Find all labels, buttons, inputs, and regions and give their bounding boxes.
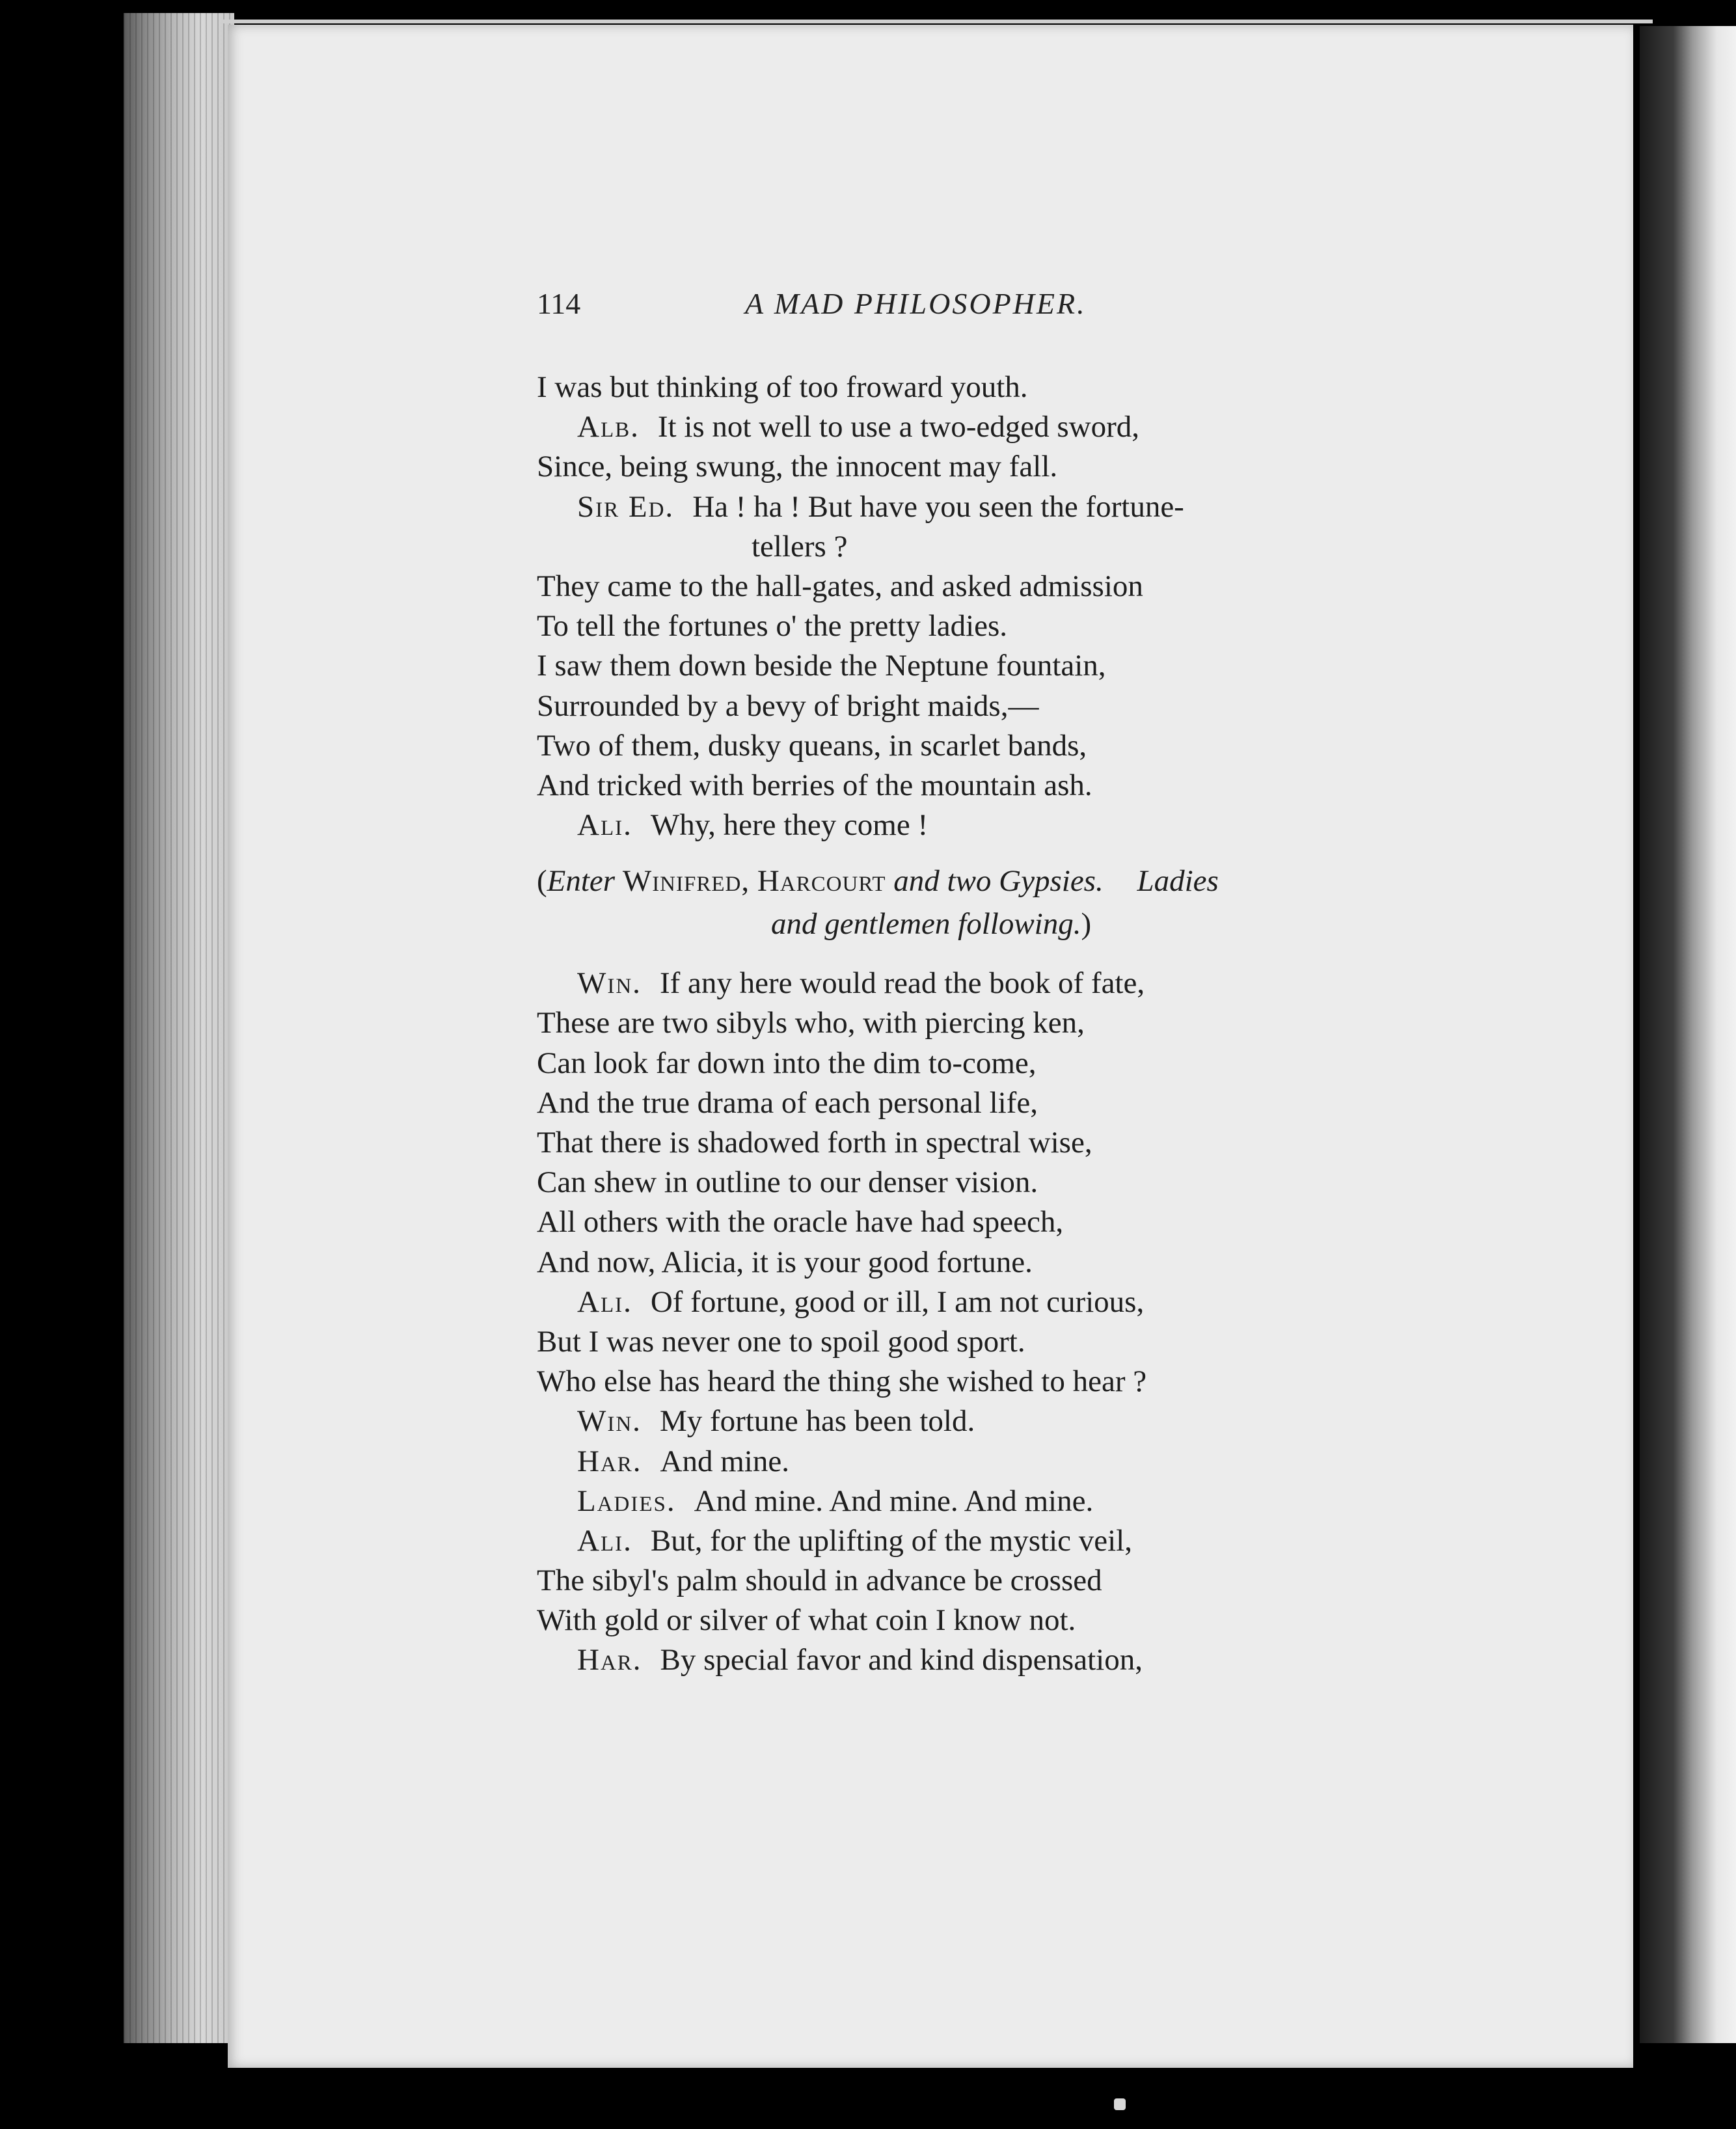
text-line xyxy=(537,1163,1448,1202)
line-text: But I was never one to spoil good sport. xyxy=(537,1324,1025,1359)
text-line xyxy=(537,1640,1448,1680)
text-line xyxy=(537,487,1448,527)
line-text: Ha ! ha ! But have you seen the fortune- xyxy=(692,489,1184,524)
stage-direction-line-1 xyxy=(537,860,1448,902)
text-line xyxy=(537,646,1448,686)
stage-enter: Enter xyxy=(547,864,616,899)
line-text: These are two sibyls who, with piercing ken, xyxy=(537,1006,1085,1040)
line-text: If any here would read the book of fate, xyxy=(659,966,1145,1001)
text-line xyxy=(537,1083,1448,1123)
text-line xyxy=(537,766,1448,806)
text-line xyxy=(537,1282,1448,1322)
text-line xyxy=(537,527,1448,567)
line-text: Why, here they come ! xyxy=(650,808,929,843)
scan-mark xyxy=(1114,2098,1126,2110)
line-text: Can shew in outline to our denser vision. xyxy=(537,1165,1038,1200)
text-line xyxy=(537,606,1448,646)
stage-ladies: Ladies xyxy=(1137,864,1219,899)
speaker-name: Har. xyxy=(577,1444,642,1478)
line-text: The sibyl's palm should in advance be crossed xyxy=(537,1564,1102,1598)
line-text: My fortune has been told. xyxy=(659,1404,975,1439)
speaker-name: Ladies. xyxy=(577,1484,676,1518)
text-line xyxy=(537,1601,1448,1640)
line-text: And now, Alicia, it is your good fortune. xyxy=(537,1245,1033,1279)
text-line xyxy=(537,407,1448,447)
line-text: But, for the uplifting of the mystic veil, xyxy=(650,1523,1132,1558)
line-text: All others with the oracle have had speech, xyxy=(537,1205,1064,1240)
line-text: And tricked with berries of the mountain ash. xyxy=(537,768,1092,802)
text-line xyxy=(537,1482,1448,1521)
text-line xyxy=(537,806,1448,845)
line-text: With gold or silver of what coin I know not. xyxy=(537,1603,1076,1638)
text-line xyxy=(537,1003,1448,1043)
page-top-edge xyxy=(221,20,1653,23)
text-line xyxy=(537,1442,1448,1482)
line-text: Surrounded by a bevy of bright maids,— xyxy=(537,688,1039,723)
line-text: To tell the fortunes o' the pretty ladies. xyxy=(537,609,1008,644)
line-text: Can look far down into the dim to-come, xyxy=(537,1046,1037,1080)
dialogue-block-2 xyxy=(537,964,1448,1680)
dialogue-block-1 xyxy=(537,368,1448,845)
speaker-name: Win. xyxy=(577,1404,642,1439)
speaker-name: Alb. xyxy=(577,410,640,444)
page-number: 114 xyxy=(537,287,581,320)
line-text: tellers ? xyxy=(752,529,848,563)
stage-name-harcourt: Harcourt xyxy=(757,864,886,899)
text-line xyxy=(537,1044,1448,1083)
text-line xyxy=(537,686,1448,726)
text-line xyxy=(537,1202,1448,1242)
text-line xyxy=(537,726,1448,766)
text-line xyxy=(537,1402,1448,1441)
line-text: By special favor and kind dispensation, xyxy=(660,1643,1143,1677)
stage-name-winifred: Winifred, xyxy=(622,864,750,899)
page-header xyxy=(537,286,1194,332)
play-text xyxy=(537,368,1448,1681)
speaker-name: Sir Ed. xyxy=(577,489,675,524)
line-text: Who else has heard the thing she wished to hear ? xyxy=(537,1364,1147,1399)
speaker-name: Har. xyxy=(577,1643,642,1677)
line-text: And mine. And mine. And mine. xyxy=(694,1484,1094,1518)
text-line xyxy=(537,1521,1448,1561)
line-text: That there is shadowed forth in spectral wise, xyxy=(537,1126,1092,1159)
line-text: Of fortune, good or ill, I am not curious, xyxy=(650,1284,1145,1319)
line-text: And mine. xyxy=(660,1444,789,1478)
stage-open-paren: ( xyxy=(537,864,547,899)
stage-gypsies: and two Gypsies. xyxy=(893,864,1104,899)
text-line xyxy=(537,1362,1448,1402)
line-text: Since, being swung, the innocent may fall. xyxy=(537,450,1058,484)
text-line xyxy=(537,1561,1448,1601)
line-text: They came to the hall-gates, and asked admission xyxy=(537,569,1143,603)
stage-direction-line-2 xyxy=(537,902,1448,945)
speaker-name: Ali. xyxy=(577,1523,632,1558)
line-text: It is not well to use a two-edged sword, xyxy=(657,410,1139,444)
text-line xyxy=(537,1243,1448,1282)
speaker-name: Ali. xyxy=(577,808,632,843)
stage-following: and gentlemen following. xyxy=(771,907,1081,942)
text-line xyxy=(537,567,1448,606)
text-line xyxy=(537,1123,1448,1163)
running-title: A MAD PHILOSOPHER. xyxy=(745,287,1087,320)
text-line xyxy=(537,1322,1448,1362)
facing-page-edge xyxy=(1640,26,1736,2043)
book-page-edges xyxy=(124,13,234,2043)
speaker-name: Win. xyxy=(577,966,642,1001)
text-line xyxy=(537,447,1448,487)
line-text: And the true drama of each personal life, xyxy=(537,1085,1038,1120)
stage-close-paren: ) xyxy=(1081,907,1092,942)
line-text: Two of them, dusky queans, in scarlet bands, xyxy=(537,728,1087,763)
text-line xyxy=(537,964,1448,1003)
line-text: I was but thinking of too froward youth. xyxy=(537,370,1028,404)
text-line xyxy=(537,368,1448,407)
line-text: I saw them down beside the Neptune fountain, xyxy=(537,649,1106,683)
speaker-name: Ali. xyxy=(577,1284,632,1319)
